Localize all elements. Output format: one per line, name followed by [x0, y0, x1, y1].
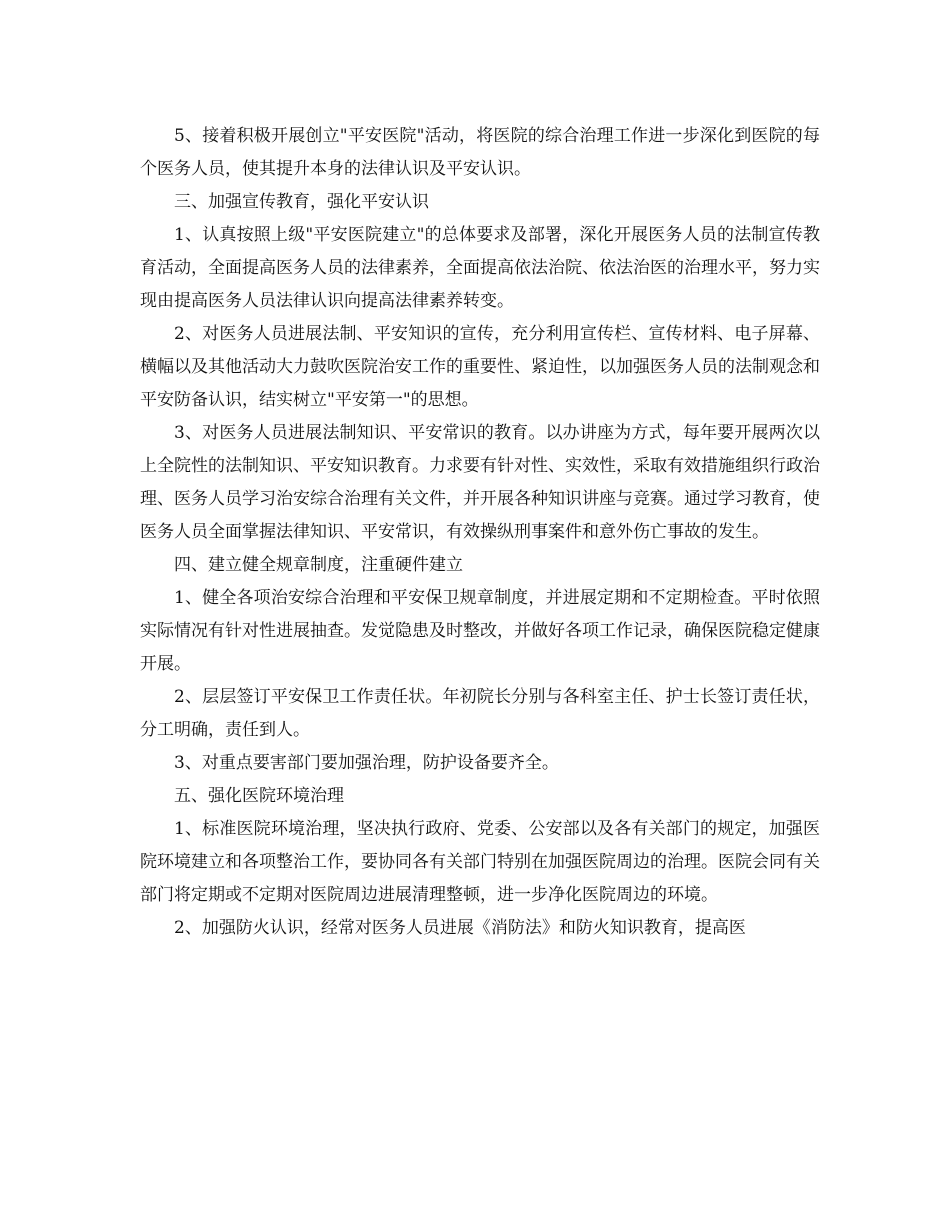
document-body: [140, 120, 820, 945]
heading-section-five: 五、强化医院环境治理: [174, 786, 344, 806]
paragraph-lectures: 3、对医务人员进展法制知识、平安常识的教育。以办讲座为方式，每年要开展两次以上全院性的法制知识、平安知识教育。力求要有针对性、实效性，采取有效措施组织行政治理、医务人员学习治安综合治理有关文件，并开展各种知识讲座与竞赛。通过学习教育，使医务人员全面掌握法律知识、平安常识，有效操纵刑事案件和意外伤亡事故的发生。: [140, 423, 820, 542]
paragraph-responsibility: 2、层层签订平安保卫工作责任状。年初院长分别与各科室主任、护士长签订责任状，分工明确，责任到人。: [140, 687, 820, 740]
paragraph-fire-prevention: 2、加强防火认识，经常对医务人员进展《消防法》和防火知识教育，提高医: [174, 918, 746, 938]
paragraph-safe-hospital-activity: 5、接着积极开展创立"平安医院"活动，将医院的综合治理工作进一步深化到医院的每个医务人员，使其提升本身的法律认识及平安认识。: [140, 126, 820, 179]
paragraph-environment: 1、标准医院环境治理，坚决执行政府、党委、公安部以及各有关部门的规定，加强医院环境建立和各项整治工作，要协同各有关部门特别在加强医院周边的治理。医院会同有关部门将定期或不定期对医院周边进展清理整顿，进一步净化医院周边的环境。: [140, 819, 820, 905]
paragraph-safety-publicity: 2、对医务人员进展法制、平安知识的宣传，充分利用宣传栏、宣传材料、电子屏幕、横幅以及其他活动大力鼓吹医院治安工作的重要性、紧迫性，以加强医务人员的法制观念和平安防备认识，结实树立"平安第一"的思想。: [140, 324, 820, 410]
paragraph-key-departments: 3、对重点要害部门要加强治理，防护设备要齐全。: [174, 753, 559, 773]
paragraph-rules-inspection: 1、健全各项治安综合治理和平安保卫规章制度，并进展定期和不定期检查。平时依照实际情况有针对性进展抽查。发觉隐患及时整改，并做好各项工作记录，确保医院稳定健康开展。: [140, 588, 820, 674]
heading-section-three: 三、加强宣传教育，强化平安认识: [174, 192, 429, 212]
heading-section-four: 四、建立健全规章制度，注重硬件建立: [174, 555, 463, 575]
paragraph-legal-education: 1、认真按照上级"平安医院建立"的总体要求及部署，深化开展医务人员的法制宣传教育活动，全面提高医务人员的法律素养，全面提高依法治院、依法治医的治理水平，努力实现由提高医务人员法律认识向提高法律素养转变。: [140, 225, 820, 311]
